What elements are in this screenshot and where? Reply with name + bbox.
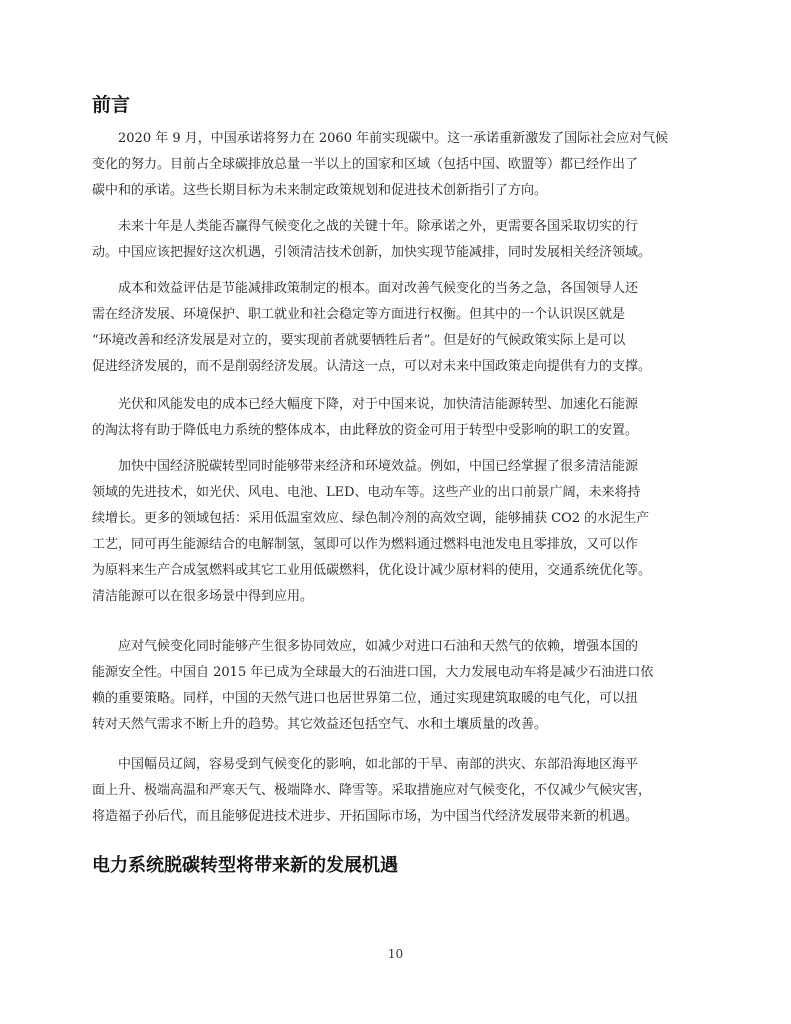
paragraph-line: 碳中和的承诺。这些长期目标为未来制定政策规划和促进技术创新指引了方向。 xyxy=(92,183,548,198)
paragraph-line: 工艺，同可再生能源结合的电解制氢，氢即可以作为燃料通过燃料电池发电且零排放，又可以作 xyxy=(92,537,639,552)
paragraph-line: 应对气候变化同时能够产生很多协同效应，如减少对进口石油和天然气的依赖，增强本国的 xyxy=(118,639,639,654)
paragraph-line: 面上升、极端高温和严寒天气、极端降水、降雪等。采取措施应对气候变化，不仅减少气候灾害， xyxy=(92,783,652,798)
paragraph-line: 中国幅员辽阔，容易受到气候变化的影响，如北部的干旱、南部的洪灾、东部沿海地区海平 xyxy=(118,757,639,772)
paragraph-4 xyxy=(92,392,712,444)
paragraph-line: 动。中国应该把握好这次机遇，引领清洁技术创新，加快实现节能减排，同时发展相关经济领域。 xyxy=(92,245,652,260)
paragraph-line: 转对天然气需求不断上升的趋势。其它效益还包括空气、水和土壤质量的改善。 xyxy=(92,717,548,732)
paragraph-line: 成本和效益评估是节能减排政策制定的根本。面对改善气候变化的当务之急，各国领导人还 xyxy=(118,281,639,296)
paragraph-2 xyxy=(92,214,712,266)
paragraph-line: 需在经济发展、环境保护、职工就业和社会稳定等方面进行权衡。但其中的一个认识误区就是 xyxy=(92,307,626,322)
paragraph-line: 将造福子孙后代，而且能够促进技术进步、开拓国际市场，为中国当代经济发展带来新的机遇。 xyxy=(92,809,639,824)
paragraph-line: 光伏和风能发电的成本已经大幅度下降，对于中国来说，加快清洁能源转型、加速化石能源 xyxy=(118,397,639,412)
paragraph-line: 为原料来生产合成氢燃料或其它工业用低碳燃料，优化设计减少原材料的使用，交通系统优化等。 xyxy=(92,563,652,578)
page-number: 10 xyxy=(387,947,404,961)
paragraph-line: 加快中国经济脱碳转型同时能够带来经济和环境效益。例如，中国已经掌握了很多清洁能源 xyxy=(118,459,639,474)
paragraph-line: 变化的努力。目前占全球碳排放总量一半以上的国家和区域（包括中国、欧盟等）都已经作出了 xyxy=(92,157,639,172)
paragraph-line: 能源安全性。中国自 2015 年已成为全球最大的石油进口国，大力发展电动车将是减少石油进口依 xyxy=(92,665,654,680)
paragraph-line: 2020 年 9 月，中国承诺将努力在 2060 年前实现碳中。这一承诺重新激发了国际社会应对气候 xyxy=(118,131,669,146)
section-heading: 电力系统脱碳转型将带来新的发展机遇 xyxy=(92,855,398,876)
paragraph-line: 的淘汰将有助于降低电力系统的整体成本，由此释放的资金可用于转型中受影响的职工的安置。 xyxy=(92,423,639,438)
paragraph-5 xyxy=(92,454,712,610)
paragraph-6 xyxy=(92,634,712,738)
paragraph-line: “环境改善和经济发展是对立的，要实现前者就要牺牲后者”。但是好的气候政策实际上是可以 xyxy=(92,333,626,348)
paragraph-line: 续增长。更多的领域包括：采用低温室效应、绿色制冷剂的高效空调，能够捕获 CO2 的水泥生产 xyxy=(92,511,650,526)
paragraph-line: 赖的重要策略。同样，中国的天然气进口也居世界第二位，通过实现建筑取暖的电气化，可以扭 xyxy=(92,691,639,706)
paragraph-line: 未来十年是人类能否赢得气候变化之战的关键十年。除承诺之外，更需要各国采取切实的行 xyxy=(118,219,639,234)
paragraph-line: 促进经济发展的，而不是削弱经济发展。认清这一点，可以对未来中国政策走向提供有力的支撑。 xyxy=(92,359,652,374)
paragraph-1 xyxy=(92,126,712,204)
paragraph-line: 领域的先进技术，如光伏、风电、电池、LED、电动车等。这些产业的出口前景广阔，未来将持 xyxy=(92,485,641,500)
paragraph-line: 清洁能源可以在很多场景中得到应用。 xyxy=(92,589,314,604)
paragraph-3 xyxy=(92,276,712,380)
preface-heading: 前言 xyxy=(92,94,131,116)
paragraph-7 xyxy=(92,752,712,830)
